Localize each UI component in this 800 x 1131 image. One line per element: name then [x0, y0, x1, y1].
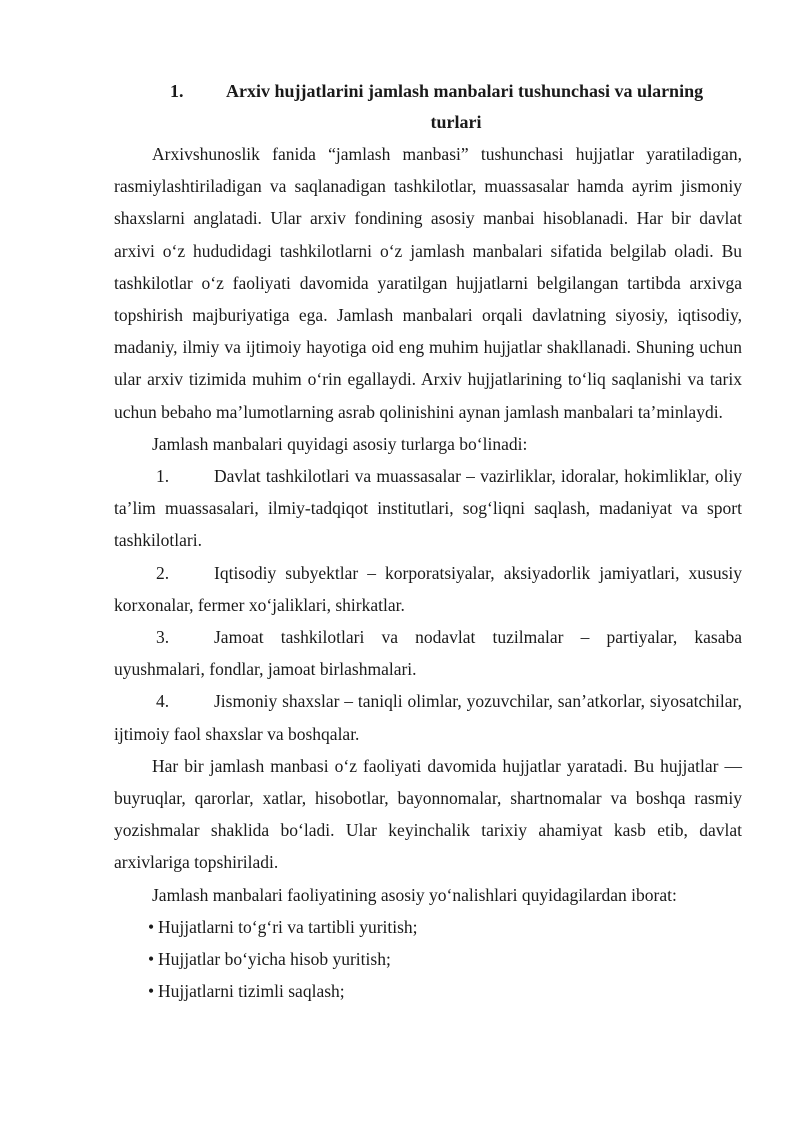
list-item-number: 3. [156, 627, 170, 648]
bullet-icon: • [148, 916, 155, 937]
bullet-item-text: Hujjatlarni to‘g‘ri va tartibli yuritish; [158, 916, 418, 937]
list-item [114, 557, 742, 621]
section-title-line1: Arxiv hujjatlarini jamlash manbalari tushunchasi va ularning [226, 81, 704, 101]
section-number: 1. [170, 81, 184, 101]
list-item [114, 621, 742, 685]
section-title-line2: turlari [430, 112, 482, 132]
section-heading [114, 76, 742, 138]
paragraph-documents: Har bir jamlash manbasi o‘z faoliyati davomida hujjatlar yaratadi. Bu hujjatlar — buyruqlar, qarorlar, xatlar, hisobotlar, bayonnomalar, shartnomalar va boshqa rasmiy yozishmalar shaklida bo‘ladi. Ular keyinchalik tarixiy ahamiyat kasb etib, davlat arxivlariga topshiriladi. [114, 755, 742, 873]
bullet-item [114, 975, 742, 1007]
paragraph-types-intro: Jamlash manbalari quyidagi asosiy turlarga bo‘linadi: [152, 433, 528, 454]
bullet-icon: • [148, 981, 155, 1002]
list-item [114, 685, 742, 749]
bullet-item [114, 911, 742, 943]
list-item-text: Davlat tashkilotlari va muassasalar – vazirliklar, idoralar, hokimliklar, oliy ta’lim muassasalari, ilmiy-tadqiqot institutlari, sog‘liqni saqlash, madaniyat va sport tashkilotlari. [114, 466, 742, 551]
list-item-number: 1. [156, 466, 170, 487]
paragraph-intro: Arxivshunoslik fanida “jamlash manbasi” tushunchasi hujjatlar yaratiladigan, rasmiylashtiriladigan va saqlanadigan tashkilotlar, muassasalar hamda ayrim jismoniy shaxslarni anglatadi. Ular arxiv fondining asosiy manbai hisoblanadi. Har bir davlat arxivi o‘z hududidagi tashkilotlarni o‘z jamlash manbalari sifatida belgilab oladi. Bu tashkilotlar o‘z faoliyati davomida yaratilgan hujjatlarni belgilangan tartibda arxivga topshirish majburiyatiga ega. Jamlash manbalari orqali davlatning siyosiy, iqtisodiy, madaniy, ilmiy va ijtimoiy hayotiga oid eng muhim hujjatlar shakllanadi. Shuning uchun ular arxiv tizimida muhim o‘rin egallaydi. Arxiv hujjatlarining to‘liq saqlanishi va tarix uchun bebaho ma’lumotlarning asrab qolinishini aynan jamlash manbalari ta’minlaydi. [114, 144, 742, 422]
bullet-item-text: Hujjatlar bo‘yicha hisob yuritish; [158, 949, 391, 970]
bullet-item-text: Hujjatlarni tizimli saqlash; [158, 981, 345, 1002]
list-item-number: 2. [156, 562, 170, 583]
document-body [114, 138, 742, 1007]
paragraph-directions-intro: Jamlash manbalari faoliyatining asosiy yo‘nalishlari quyidagilardan iborat: [152, 884, 677, 905]
list-item-text: Jamoat tashkilotlari va nodavlat tuzilmalar – partiyalar, kasaba uyushmalari, fondlar, jamoat birlashmalari. [114, 627, 742, 680]
bullet-icon: • [148, 949, 155, 970]
list-item-text: Iqtisodiy subyektlar – korporatsiyalar, aksiyadorlik jamiyatlari, xususiy korxonalar, fermer xo‘jaliklari, shirkatlar. [114, 562, 742, 615]
list-item-text: Jismoniy shaxslar – taniqli olimlar, yozuvchilar, san’atkorlar, siyosatchilar, ijtimoiy faol shaxslar va boshqalar. [114, 691, 742, 744]
bullet-item [114, 943, 742, 975]
list-item-number: 4. [156, 691, 170, 712]
list-item [114, 460, 742, 557]
